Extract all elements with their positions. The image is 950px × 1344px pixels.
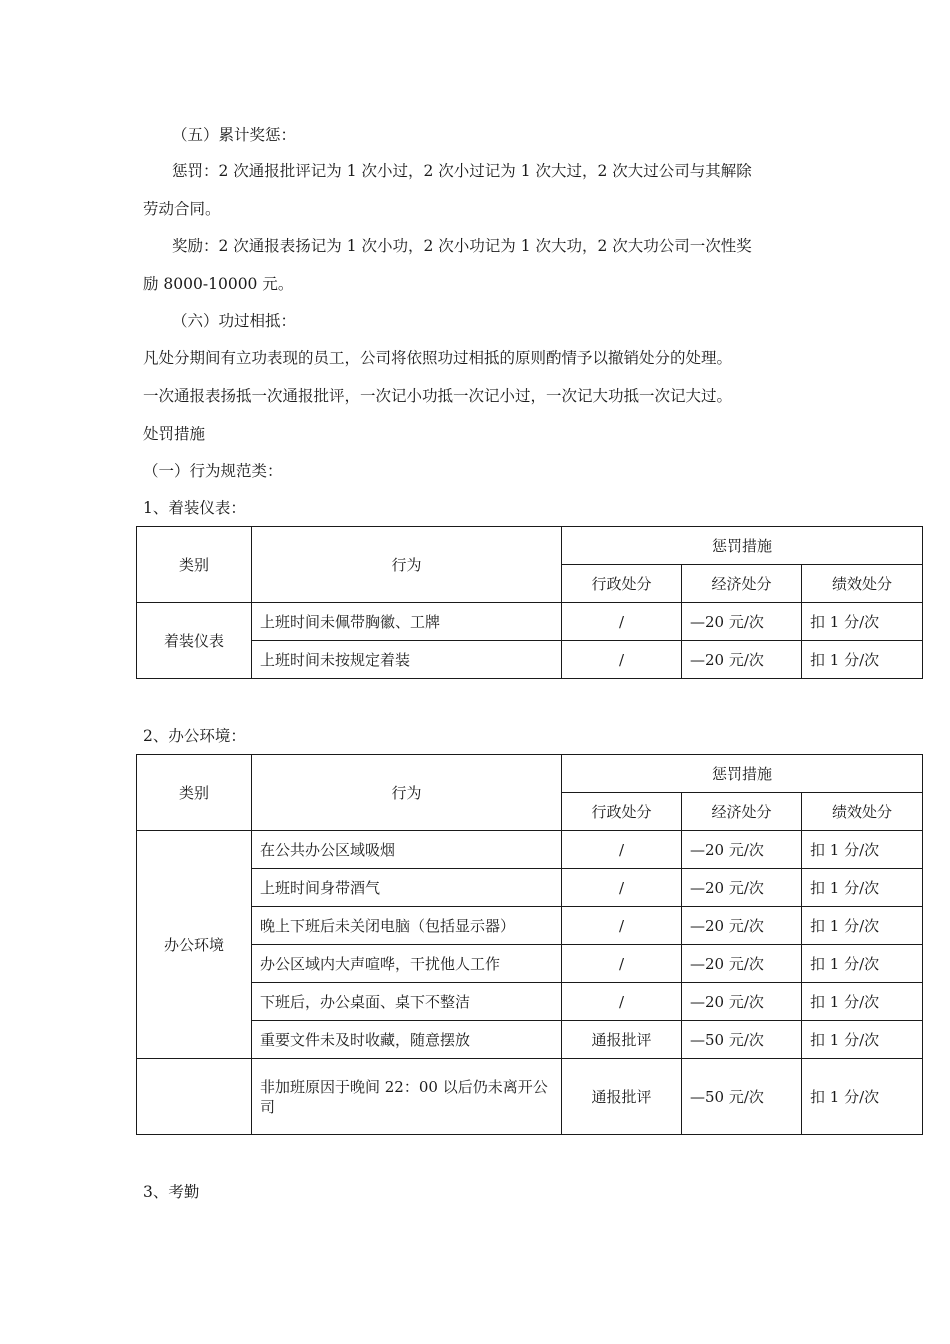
header-behavior: 行为 <box>252 527 562 603</box>
behavior-cell: 上班时间未佩带胸徽、工牌 <box>252 603 562 641</box>
admin-cell: / <box>562 603 682 641</box>
header-admin: 行政处分 <box>562 565 682 603</box>
heading-penalty-measures: 处罚措施 <box>143 425 206 443</box>
table-row <box>137 907 923 945</box>
category-cell: 办公环境 <box>137 831 252 1059</box>
admin-cell: / <box>562 641 682 679</box>
admin-cell: / <box>562 831 682 869</box>
admin-cell: / <box>562 869 682 907</box>
behavior-cell <box>252 1059 562 1135</box>
header-measures: 惩罚措施 <box>562 755 923 793</box>
economic-cell: —50 元/次 <box>682 1021 802 1059</box>
admin-cell: 通报批评 <box>562 1021 682 1059</box>
dress-code-table <box>136 526 923 679</box>
table-row <box>137 641 923 679</box>
behavior-cell: 上班时间身带酒气 <box>252 869 562 907</box>
economic-cell: —20 元/次 <box>682 641 802 679</box>
economic-cell: —20 元/次 <box>682 907 802 945</box>
paragraph-reward-cont: 励 8000-10000 元。 <box>143 275 294 293</box>
economic-cell: —20 元/次 <box>682 869 802 907</box>
performance-cell: 扣 1 分/次 <box>802 603 923 641</box>
header-economic: 经济处分 <box>682 793 802 831</box>
header-economic: 经济处分 <box>682 565 802 603</box>
heading-dress: 1、着装仪表： <box>143 499 246 517</box>
economic-cell: —20 元/次 <box>682 831 802 869</box>
admin-cell: / <box>562 907 682 945</box>
behavior-cell: 重要文件未及时收藏，随意摆放 <box>252 1021 562 1059</box>
heading-attendance: 3、考勤 <box>143 1183 200 1201</box>
office-environment-table <box>136 754 923 1135</box>
table-row <box>137 869 923 907</box>
performance-cell: 扣 1 分/次 <box>802 1021 923 1059</box>
paragraph-offset-1: 凡处分期间有立功表现的员工，公司将依照功过相抵的原则酌情予以撤销处分的处理。 <box>143 349 733 367</box>
table-row <box>137 983 923 1021</box>
economic-cell: —20 元/次 <box>682 603 802 641</box>
performance-cell: 扣 1 分/次 <box>802 641 923 679</box>
admin-cell: / <box>562 983 682 1021</box>
category-cell <box>137 1059 252 1135</box>
economic-cell: —20 元/次 <box>682 945 802 983</box>
performance-cell: 扣 1 分/次 <box>802 945 923 983</box>
behavior-cell: 下班后，办公桌面、桌下不整洁 <box>252 983 562 1021</box>
header-performance: 绩效处分 <box>802 793 923 831</box>
economic-cell: —50 元/次 <box>682 1059 802 1135</box>
table-row <box>137 945 923 983</box>
section-heading-offset: （六）功过相抵： <box>172 312 297 330</box>
behavior-line: 司 <box>260 1097 276 1116</box>
table-row <box>137 603 923 641</box>
header-performance: 绩效处分 <box>802 565 923 603</box>
paragraph-punishment-cont: 劳动合同。 <box>143 200 221 218</box>
category-cell: 着装仪表 <box>137 603 252 679</box>
behavior-cell: 晚上下班后未关闭电脑（包括显示器） <box>252 907 562 945</box>
table-row <box>137 1021 923 1059</box>
behavior-cell: 上班时间未按规定着装 <box>252 641 562 679</box>
section-heading-cumulative: （五）累计奖惩： <box>172 126 297 144</box>
paragraph-reward: 奖励：2 次通报表扬记为 1 次小功，2 次小功记为 1 次大功，2 次大功公司一次性奖 <box>172 237 752 255</box>
performance-cell: 扣 1 分/次 <box>802 869 923 907</box>
header-admin: 行政处分 <box>562 793 682 831</box>
behavior-cell: 在公共办公区域吸烟 <box>252 831 562 869</box>
header-behavior: 行为 <box>252 755 562 831</box>
header-category: 类别 <box>137 527 252 603</box>
table-row <box>137 1059 923 1135</box>
performance-cell: 扣 1 分/次 <box>802 907 923 945</box>
table-row <box>137 831 923 869</box>
performance-cell: 扣 1 分/次 <box>802 983 923 1021</box>
paragraph-punishment: 惩罚：2 次通报批评记为 1 次小过，2 次小过记为 1 次大过，2 次大过公司与其解除 <box>172 162 752 180</box>
performance-cell: 扣 1 分/次 <box>802 831 923 869</box>
behavior-line: 非加班原因于晚间 22：00 以后仍未离开公 <box>260 1077 548 1096</box>
admin-cell: 通报批评 <box>562 1059 682 1135</box>
admin-cell: / <box>562 945 682 983</box>
paragraph-offset-2: 一次通报表扬抵一次通报批评，一次记小功抵一次记小过，一次记大功抵一次记大过。 <box>143 387 733 405</box>
heading-conduct: （一）行为规范类： <box>143 462 283 480</box>
header-measures: 惩罚措施 <box>562 527 923 565</box>
economic-cell: —20 元/次 <box>682 983 802 1021</box>
behavior-cell: 办公区域内大声喧哗，干扰他人工作 <box>252 945 562 983</box>
performance-cell: 扣 1 分/次 <box>802 1059 923 1135</box>
heading-office: 2、办公环境： <box>143 727 246 745</box>
header-category: 类别 <box>137 755 252 831</box>
